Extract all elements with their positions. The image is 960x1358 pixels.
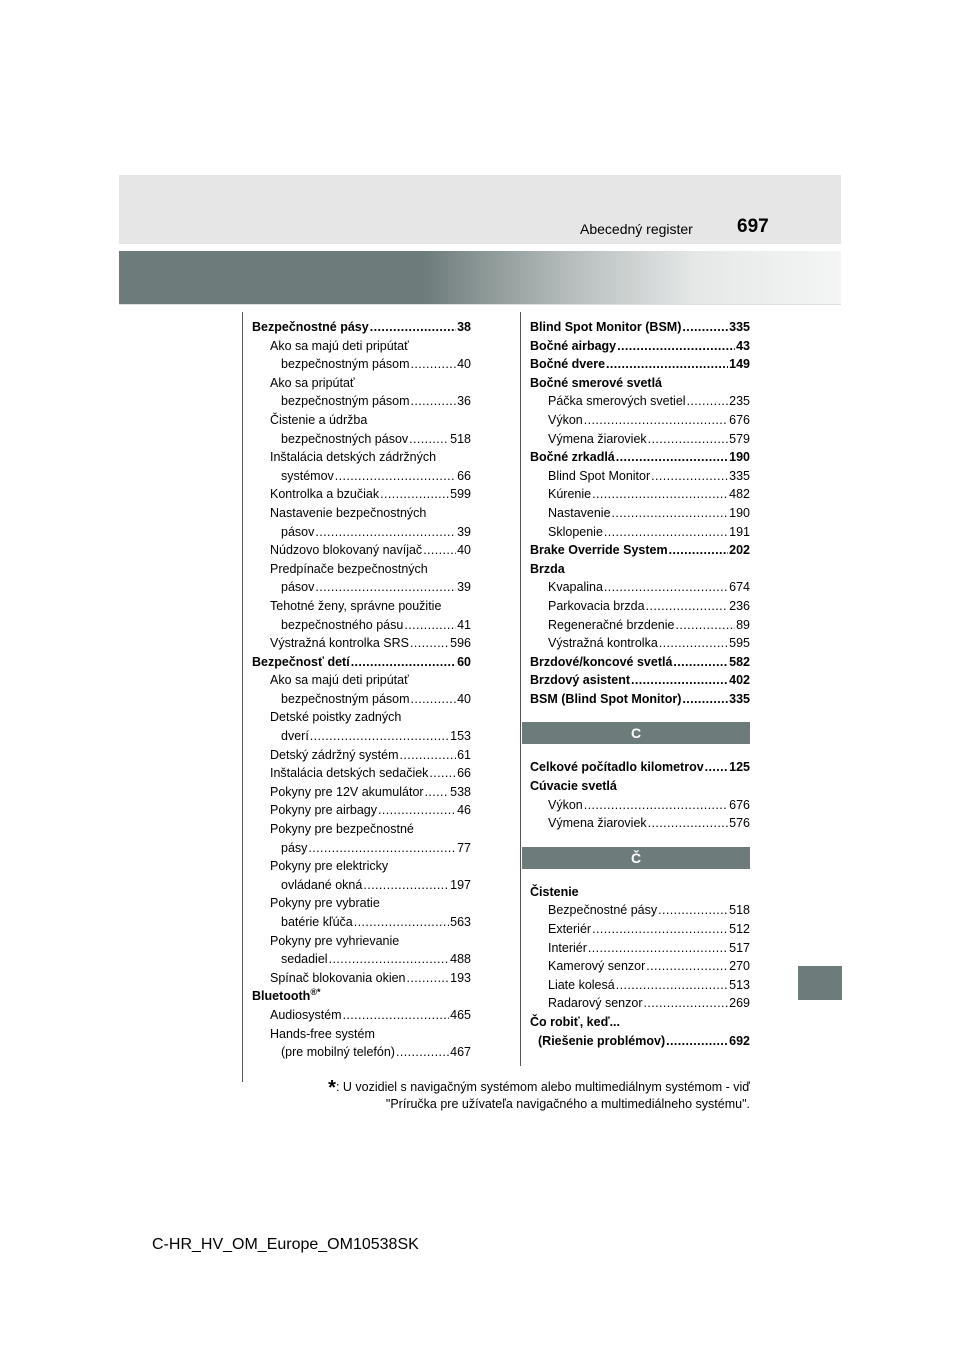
document-code: C-HR_HV_OM_Europe_OM10538SK <box>152 1236 419 1253</box>
center-column-rule <box>520 312 521 1066</box>
letter-divider-c: C <box>522 722 750 744</box>
index-entry-term: Výkon <box>548 797 583 812</box>
index-entry-page: 576 <box>729 816 750 831</box>
index-entry-term: Pokyny pre vybratie <box>270 896 380 911</box>
dot-leader <box>646 957 728 976</box>
dot-leader <box>315 578 456 597</box>
index-entry <box>252 839 471 858</box>
index-entry-term: Výmena žiaroviek <box>548 431 647 446</box>
dot-leader <box>343 1006 450 1025</box>
index-entry <box>252 467 471 486</box>
index-entry-page: 66 <box>457 766 471 781</box>
index-entry-page: 402 <box>729 673 750 688</box>
index-entry <box>530 616 750 635</box>
index-entry-page: 202 <box>729 543 750 558</box>
dot-leader <box>588 939 728 958</box>
index-entry <box>252 374 471 393</box>
dot-leader <box>351 653 456 672</box>
dot-leader <box>411 355 457 374</box>
index-entry-page: 38 <box>457 320 471 334</box>
index-entry <box>252 820 471 839</box>
index-entry <box>530 920 750 939</box>
index-entry-page: 193 <box>450 970 471 985</box>
index-entry-term: Bočné airbagy <box>530 338 617 353</box>
index-entry <box>252 411 471 430</box>
index-entry-term: Brzdový asistent <box>530 673 631 688</box>
index-entry <box>530 1032 750 1051</box>
index-entry-page: 482 <box>729 487 750 502</box>
index-entry <box>530 541 750 560</box>
index-entry-page: 517 <box>729 940 750 955</box>
header-gradient-band <box>119 251 841 305</box>
index-entry-page: 89 <box>736 617 750 632</box>
dot-leader <box>604 523 728 542</box>
index-entry-term: Výmena žiaroviek <box>548 816 647 831</box>
index-entry-page: 335 <box>729 468 750 483</box>
index-entry <box>530 578 750 597</box>
dot-leader <box>370 318 456 337</box>
index-entry-term: (pre mobilný telefón) <box>281 1045 395 1060</box>
dot-leader <box>648 430 728 449</box>
index-entry-term: bezpečnostných pásov <box>281 431 409 446</box>
index-entry-page: 596 <box>450 636 471 651</box>
index-entry <box>252 1043 471 1062</box>
index-entry <box>530 939 750 958</box>
index-entry-term: Pokyny pre elektricky <box>270 859 389 874</box>
index-entry-term: Výstražná kontrolka <box>548 636 658 651</box>
index-entry <box>530 901 750 920</box>
index-entry-term: Hands-free systém <box>270 1026 375 1041</box>
index-entry <box>530 690 750 709</box>
index-entry-page: 40 <box>457 543 471 558</box>
index-entry <box>530 634 750 653</box>
index-entry <box>530 994 750 1013</box>
dot-leader <box>604 578 728 597</box>
index-entry-page: 270 <box>729 959 750 974</box>
footnote-line-2: "Príručka pre užívateľa navigačného a multimediálneho systému". <box>385 1097 750 1111</box>
index-entry <box>530 355 750 374</box>
footnote-line-1: : U vozidiel s navigačným systémom alebo multimediálnym systémom - viď <box>335 1080 750 1094</box>
index-entry-term: Výkon <box>548 412 583 427</box>
index-entry <box>530 448 750 467</box>
index-entry <box>252 746 471 765</box>
index-entry <box>530 467 750 486</box>
index-entry-page: 61 <box>457 747 471 762</box>
dot-leader <box>617 337 735 356</box>
page-number: 697 <box>737 216 769 237</box>
index-column-left <box>252 318 471 1062</box>
index-entry-page: 335 <box>729 691 750 706</box>
footnote-marker: * <box>328 1077 336 1099</box>
index-entry-term: Ako sa majú deti pripútať <box>270 338 409 353</box>
dot-leader <box>616 976 728 995</box>
index-entry <box>252 392 471 411</box>
index-entry-term: Brake Override System <box>530 543 668 558</box>
dot-leader <box>682 318 728 337</box>
index-entry <box>252 708 471 727</box>
index-entry <box>252 969 471 988</box>
index-entry-term: batérie kľúča <box>281 915 353 929</box>
index-entry-page: 599 <box>450 487 471 502</box>
dot-leader <box>666 1032 728 1051</box>
index-entry-term: Pokyny pre bezpečnostné <box>270 822 414 837</box>
index-entry-page: 125 <box>729 760 750 775</box>
index-entry-page: 235 <box>729 394 750 409</box>
index-entry-term: Čistenie a údržba <box>270 412 368 427</box>
index-entry-term: pásov <box>281 524 315 539</box>
index-entry <box>530 504 750 523</box>
index-entry-term: Detský zádržný systém <box>270 747 399 762</box>
index-group-b <box>530 318 750 708</box>
index-entry-term: Bočné zrkadlá <box>530 450 615 465</box>
index-entry-term: Ako sa majú deti pripútať <box>270 673 409 688</box>
index-entry-term: Blind Spot Monitor (BSM) <box>530 320 682 334</box>
index-entry <box>252 690 471 709</box>
footnote <box>288 1079 750 1112</box>
index-entry-page: 488 <box>450 952 471 967</box>
dot-leader <box>646 597 729 616</box>
index-entry-term: Detské poistky zadných <box>270 710 402 725</box>
index-entry <box>530 957 750 976</box>
index-entry <box>252 1025 471 1044</box>
index-entry-term: Inštalácia detských sedačiek <box>270 766 429 781</box>
index-entry <box>530 796 750 815</box>
index-entry <box>252 523 471 542</box>
index-entry <box>530 318 750 337</box>
dot-leader <box>658 901 728 920</box>
index-entry <box>252 355 471 374</box>
index-entry-page: 197 <box>450 877 471 892</box>
index-entry-term: Liate kolesá <box>548 977 615 992</box>
dot-leader <box>315 523 456 542</box>
dot-leader <box>669 541 729 560</box>
index-entry-term: Kúrenie <box>548 487 592 502</box>
index-entry <box>252 801 471 820</box>
dot-leader <box>584 796 728 815</box>
letter-divider-cz: Č <box>522 847 750 869</box>
index-entry-term: Blind Spot Monitor <box>548 468 651 483</box>
index-entry <box>252 764 471 783</box>
index-entry-page: 41 <box>457 617 471 632</box>
index-entry <box>252 634 471 653</box>
index-entry-page: 582 <box>729 654 750 669</box>
header-rule <box>119 304 841 305</box>
index-entry-term: Bluetooth <box>252 989 311 1004</box>
left-column-rule <box>242 312 243 1082</box>
index-entry-page: 579 <box>729 431 750 446</box>
index-entry-term: Celkové počítadlo kilometrov <box>530 760 704 775</box>
dot-leader <box>675 616 735 635</box>
index-entry-page: 676 <box>729 412 750 427</box>
dot-leader <box>400 746 457 765</box>
index-entry-term: Bezpečnostné pásy <box>252 320 369 334</box>
index-entry-term: Interiér <box>548 940 587 955</box>
dot-leader <box>659 634 728 653</box>
index-entry-term: Pokyny pre vyhrievanie <box>270 933 400 948</box>
index-entry <box>530 430 750 449</box>
dot-leader <box>404 616 456 635</box>
dot-leader <box>310 727 449 746</box>
index-entry-term: Predpínače bezpečnostných <box>270 561 428 576</box>
dot-leader <box>423 541 456 560</box>
index-entry-term: Nastavenie bezpečnostných <box>270 505 427 520</box>
index-entry-page: 335 <box>729 320 750 334</box>
index-entry-term: Kvapalina <box>548 580 603 595</box>
index-entry-term: Bezpečnosť detí <box>252 654 350 669</box>
index-entry-page: 674 <box>729 580 750 595</box>
dot-leader <box>425 783 450 802</box>
index-entry-page: 46 <box>457 803 471 818</box>
index-entry-page: 39 <box>457 524 471 539</box>
index-entry-page: 190 <box>729 505 750 520</box>
dot-leader <box>631 671 728 690</box>
dot-leader <box>644 994 729 1013</box>
index-entry <box>530 392 750 411</box>
dot-leader <box>651 467 728 486</box>
index-entry-term: Pokyny pre airbagy <box>270 803 378 818</box>
index-entry-page: 43 <box>736 338 750 353</box>
index-entry <box>530 671 750 690</box>
index-entry <box>530 883 750 902</box>
index-entry <box>252 597 471 616</box>
index-entry <box>252 1006 471 1025</box>
index-entry-term: Bočné smerové svetlá <box>530 375 663 390</box>
index-entry <box>252 783 471 802</box>
index-entry-term: systémov <box>281 468 334 483</box>
index-entry <box>252 876 471 895</box>
index-entry-page: 692 <box>729 1033 750 1048</box>
index-entry-term: Pokyny pre 12V akumulátor <box>270 784 424 799</box>
dot-leader <box>380 485 449 504</box>
index-entry <box>252 671 471 690</box>
index-entry-page: 40 <box>457 691 471 706</box>
index-entry <box>252 337 471 356</box>
index-entry-term: Regeneračné brzdenie <box>548 617 675 632</box>
index-entry-term: Sklopenie <box>548 524 603 539</box>
index-entry-page: 595 <box>729 636 750 651</box>
index-entry-page: 236 <box>729 598 750 613</box>
index-entry <box>252 504 471 523</box>
index-entry-term: Inštalácia detských zádržných <box>270 450 437 465</box>
index-entry <box>252 430 471 449</box>
index-entry <box>530 814 750 833</box>
dot-leader <box>396 1043 449 1062</box>
dot-leader <box>592 920 728 939</box>
index-entry <box>252 616 471 635</box>
index-entry-page: 153 <box>450 729 471 744</box>
index-entry <box>530 777 750 796</box>
index-entry-page: 513 <box>729 977 750 992</box>
index-entry-page: 467 <box>450 1045 471 1060</box>
index-entry <box>252 913 471 932</box>
dot-leader <box>682 690 728 709</box>
index-entry-term: Brzdové/koncové svetlá <box>530 654 673 669</box>
dot-leader <box>592 485 728 504</box>
index-entry-term: Parkovacia brzda <box>548 598 645 613</box>
index-entry <box>252 448 471 467</box>
index-entry-page: 518 <box>450 431 471 446</box>
dot-leader <box>335 467 456 486</box>
index-entry-term: Kontrolka a bzučiak <box>270 487 380 502</box>
index-entry <box>530 411 750 430</box>
index-entry <box>530 653 750 672</box>
index-entry-term: (Riešenie problémov) <box>538 1033 666 1048</box>
index-entry-term: bezpečnostným pásom <box>281 691 410 706</box>
index-entry-page: 36 <box>457 394 471 409</box>
index-entry-page: 77 <box>457 840 471 855</box>
index-entry <box>530 485 750 504</box>
dot-leader <box>329 950 450 969</box>
dot-leader <box>411 392 457 411</box>
index-entry-term: Tehotné ženy, správne použitie <box>270 598 442 613</box>
index-entry-page: 563 <box>450 915 471 929</box>
index-entry <box>252 987 471 1006</box>
index-entry-term: Páčka smerových svetiel <box>548 394 686 409</box>
dot-leader <box>606 355 728 374</box>
index-entry <box>530 1013 750 1032</box>
dot-leader <box>648 814 728 833</box>
dot-leader <box>308 839 456 858</box>
dot-leader <box>407 969 450 988</box>
section-title: Abecedný register <box>580 221 693 237</box>
index-entry-term: BSM (Blind Spot Monitor) <box>530 691 682 706</box>
index-entry <box>252 541 471 560</box>
index-entry <box>252 950 471 969</box>
chapter-side-tab <box>798 966 842 1000</box>
dot-leader <box>378 801 456 820</box>
index-entry <box>530 374 750 393</box>
index-entry-page: 40 <box>457 357 471 372</box>
registered-trademark-mark: ®* <box>310 987 321 998</box>
index-entry-term: bezpečnostného pásu <box>281 617 404 632</box>
dot-leader <box>354 913 449 932</box>
index-entry-term: Kamerový senzor <box>548 959 646 974</box>
dot-leader <box>411 690 457 709</box>
dot-leader <box>584 411 728 430</box>
index-entry-term: Bezpečnostné pásy <box>548 903 658 918</box>
index-entry-term: Bočné dvere <box>530 357 606 372</box>
index-entry-term: ovládané okná <box>281 877 363 892</box>
index-entry <box>252 485 471 504</box>
index-entry-page: 465 <box>450 1007 471 1022</box>
index-entry <box>252 932 471 951</box>
dot-leader <box>673 653 728 672</box>
index-entry-page: 518 <box>729 903 750 918</box>
index-entry <box>252 318 471 337</box>
index-entry-term: pásy <box>281 840 308 855</box>
index-entry-term: Exteriér <box>548 922 592 937</box>
dot-leader <box>612 504 729 523</box>
index-entry-term: bezpečnostným pásom <box>281 394 410 409</box>
index-entry <box>530 597 750 616</box>
index-group-c <box>530 758 750 832</box>
index-column-right <box>530 318 750 1050</box>
index-entry <box>252 727 471 746</box>
index-entry-page: 538 <box>450 784 471 799</box>
index-entry <box>252 857 471 876</box>
index-group-cz <box>530 883 750 1050</box>
index-entry <box>252 560 471 579</box>
index-entry-term: Čo robiť, keď... <box>530 1015 620 1029</box>
index-entry-term: Radarový senzor <box>548 996 643 1011</box>
index-entry <box>252 894 471 913</box>
index-entry-page: 191 <box>729 524 750 539</box>
index-entry-page: 39 <box>457 580 471 595</box>
dot-leader <box>429 764 456 783</box>
dot-leader <box>409 430 449 449</box>
index-entry-page: 676 <box>729 797 750 812</box>
index-entry-term: dverí <box>281 729 309 744</box>
index-entry-page: 60 <box>457 654 471 669</box>
dot-leader <box>616 448 728 467</box>
index-entry-term: Ako sa pripútať <box>270 375 355 390</box>
index-entry <box>530 337 750 356</box>
index-entry-term: pásov <box>281 580 315 595</box>
index-entry-term: sedadiel <box>281 952 328 967</box>
index-entry <box>530 976 750 995</box>
index-entry-page: 66 <box>457 468 471 483</box>
index-entry-term: Spínač blokovania okien <box>270 970 406 985</box>
index-entry-term: Výstražná kontrolka SRS <box>270 636 409 651</box>
dot-leader <box>363 876 449 895</box>
index-entry <box>252 578 471 597</box>
header-band <box>119 175 841 244</box>
index-entry <box>530 758 750 777</box>
index-entry-term: Cúvacie svetlá <box>530 779 617 794</box>
index-entry-term: Núdzovo blokovaný navíjač <box>270 543 423 558</box>
index-entry-page: 149 <box>729 357 750 372</box>
index-entry-page: 512 <box>729 922 750 937</box>
index-entry <box>530 523 750 542</box>
index-entry-page: 190 <box>729 450 750 465</box>
dot-leader <box>705 758 728 777</box>
index-entry-term: bezpečnostným pásom <box>281 357 410 372</box>
index-entry <box>530 560 750 579</box>
dot-leader <box>687 392 729 411</box>
index-entry-term: Čistenie <box>530 884 579 899</box>
index-entry-page: 269 <box>729 996 750 1011</box>
index-entry-term: Audiosystém <box>270 1007 342 1022</box>
index-entry-term: Brzda <box>530 561 565 576</box>
dot-leader <box>410 634 449 653</box>
index-entry-term: Nastavenie <box>548 505 611 520</box>
index-entry <box>252 653 471 672</box>
